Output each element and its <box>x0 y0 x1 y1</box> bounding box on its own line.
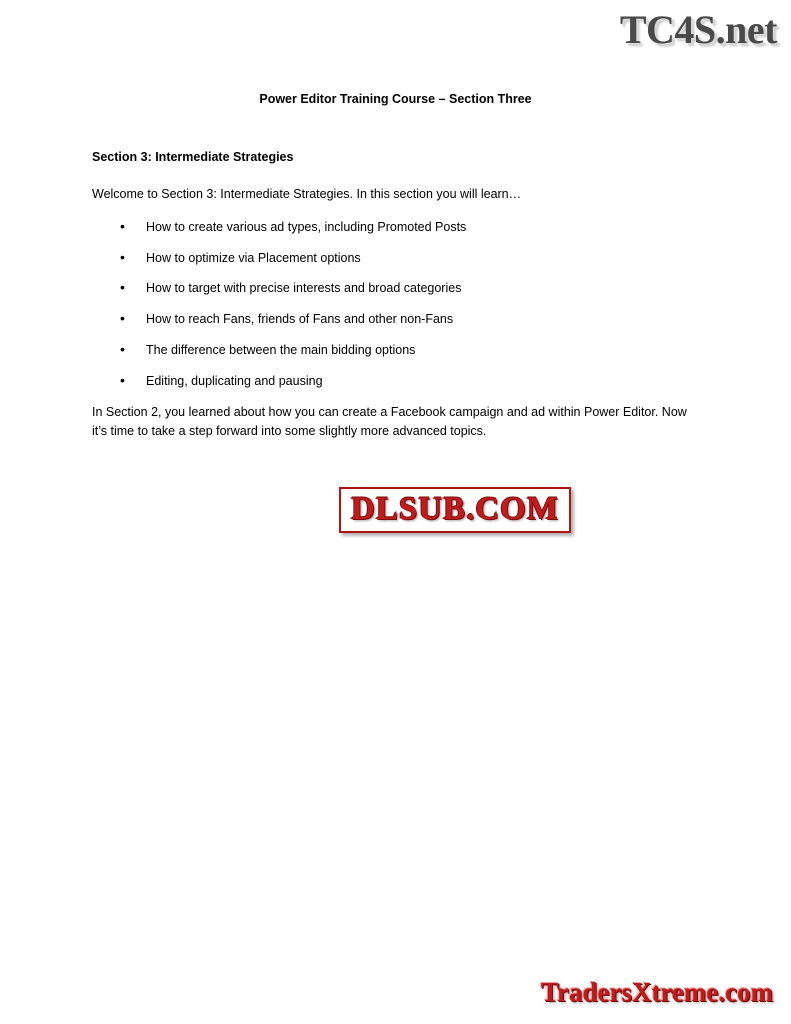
document-body <box>92 150 702 441</box>
center-watermark-label: DLSUB.COM <box>351 491 559 527</box>
bullet-icon: • <box>120 371 125 388</box>
list-item-label: How to reach Fans, friends of Fans and other non-Fans <box>146 312 454 327</box>
list-item <box>92 373 702 389</box>
bullet-icon: • <box>120 340 125 357</box>
intro-paragraph: Welcome to Section 3: Intermediate Strategies. In this section you will learn… <box>92 187 522 201</box>
center-watermark <box>339 487 571 533</box>
list-item <box>92 250 702 266</box>
top-right-watermark: TC4S.net <box>619 7 777 52</box>
list-item-label: How to optimize via Placement options <box>146 250 361 265</box>
list-item-label: How to create various ad types, including Promoted Posts <box>146 219 467 234</box>
list-item-label: Editing, duplicating and pausing <box>146 373 323 388</box>
bullet-icon: • <box>120 279 125 296</box>
list-item <box>92 280 702 296</box>
list-item <box>92 219 702 235</box>
bottom-right-watermark: TradersXtreme.com <box>540 977 773 1007</box>
list-item <box>92 342 702 358</box>
bullet-icon: • <box>120 310 125 327</box>
bullet-icon: • <box>120 248 125 265</box>
list-item-label: The difference between the main bidding options <box>146 342 416 357</box>
closing-paragraph: In Section 2, you learned about how you can create a Facebook campaign and ad within Power Editor. Now it’s time to take a step forward into some slightly more advanced topics. <box>92 405 687 439</box>
list-item <box>92 311 702 327</box>
bullet-icon: • <box>120 217 125 234</box>
section-heading: Section 3: Intermediate Strategies <box>92 150 294 164</box>
page-title: Power Editor Training Course – Section Three <box>259 92 532 106</box>
list-item-label: How to target with precise interests and broad categories <box>146 281 462 296</box>
learning-objectives-list <box>92 219 702 389</box>
